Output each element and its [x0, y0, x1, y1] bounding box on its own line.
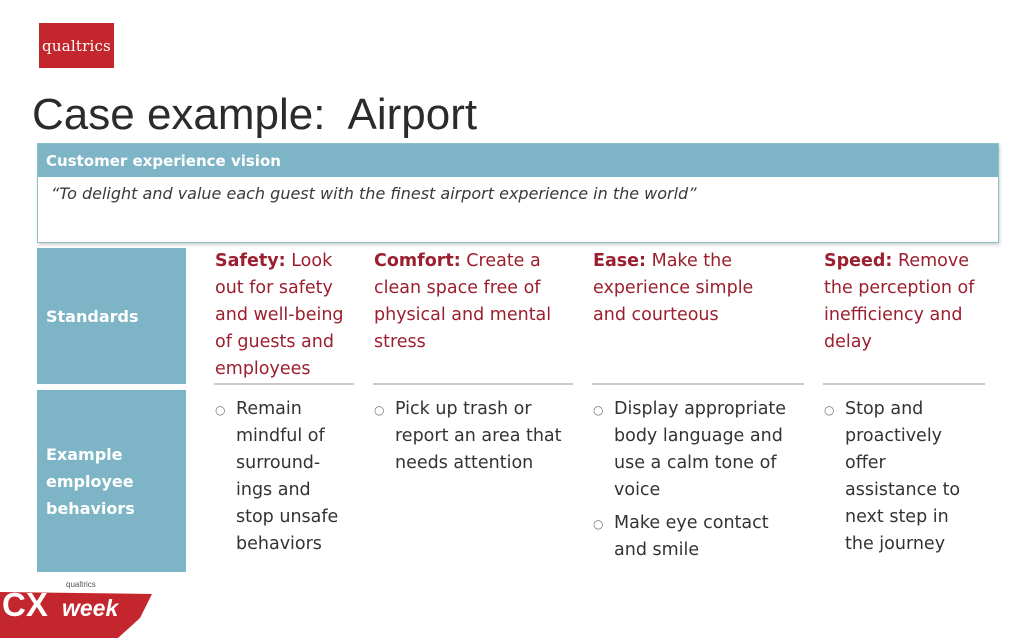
behavior-line: assistance to [845, 480, 961, 500]
behavior-line: body language and [614, 426, 783, 446]
standard-line: experience simple [593, 278, 754, 298]
behavior-line: the journey [845, 534, 946, 554]
behavior-line: and smile [614, 540, 700, 560]
behavior-line: use a calm tone of [614, 453, 777, 473]
column-divider [373, 383, 573, 385]
standard-line: and well-being [215, 305, 344, 325]
vision-header: Customer experience vision [38, 144, 998, 177]
behaviors-comfort [374, 396, 584, 483]
behavior-line: Pick up trash or [395, 399, 532, 419]
cxweek-logo [0, 572, 152, 638]
standard-line: out for safety [215, 278, 333, 298]
behavior-line: Remain [236, 399, 302, 419]
cxweek-logo-graphic [0, 572, 152, 638]
behaviors-ease [593, 396, 818, 570]
circle-bullet-icon: ○ [374, 403, 385, 417]
standards-label: Standards [46, 306, 139, 326]
standard-line: the perception of [824, 278, 975, 298]
standard-line: delay [824, 332, 872, 352]
column-divider [214, 383, 354, 385]
behavior-line: surround- [236, 453, 321, 473]
week-text: week [62, 595, 119, 621]
standard-line: Make the [646, 251, 732, 271]
standard-line: Create a [460, 251, 541, 271]
slide-title: Case example: Airport [32, 90, 478, 139]
qualtrics-logo [39, 23, 114, 68]
behavior-line: Display appropriate [614, 399, 787, 419]
behavior-line: mindful of [236, 426, 325, 446]
behavior-item [593, 396, 818, 504]
circle-bullet-icon: ○ [593, 517, 604, 531]
behavior-item [374, 396, 584, 477]
logo-text: qualtrics [42, 36, 111, 55]
standard-title: Speed: [824, 251, 893, 271]
behaviors-speed [824, 396, 999, 564]
behavior-line: needs attention [395, 453, 534, 473]
standard-line: of guests and [215, 332, 334, 352]
standard-line: physical and mental [374, 305, 552, 325]
cxweek-brand-text: qualtrics [66, 580, 96, 589]
behaviors-safety [215, 396, 365, 564]
behavior-item [824, 396, 999, 558]
behavior-line: next step in [845, 507, 949, 527]
behavior-line: behaviors [236, 534, 322, 554]
standard-comfort [374, 248, 574, 356]
behaviors-label-line: employee [46, 471, 134, 491]
circle-bullet-icon: ○ [593, 403, 604, 417]
behavior-line: ings and [236, 480, 311, 500]
behavior-item [593, 510, 818, 564]
standard-line: Remove [892, 251, 969, 271]
cx-text: CX [2, 586, 48, 623]
standard-line: stress [374, 332, 426, 352]
column-divider [823, 383, 985, 385]
vision-quote: “To delight and value each guest with the finest airport experience in the world” [51, 184, 697, 203]
standard-ease [593, 248, 793, 329]
standard-title: Comfort: [374, 251, 461, 271]
vision-box [37, 143, 999, 243]
behavior-line: Make eye contact [614, 513, 769, 533]
behavior-line: report an area that [395, 426, 562, 446]
behaviors-label-line: behaviors [46, 498, 135, 518]
circle-bullet-icon: ○ [215, 403, 226, 417]
standard-safety [215, 248, 360, 383]
standard-line: inefficiency and [824, 305, 963, 325]
standard-line: and courteous [593, 305, 719, 325]
standard-title: Safety: [215, 251, 286, 271]
standard-line: Look [285, 251, 333, 271]
behaviors-row-label [37, 390, 186, 572]
circle-bullet-icon: ○ [824, 403, 835, 417]
standard-title: Ease: [593, 251, 647, 271]
standard-speed [824, 248, 999, 356]
behavior-item [215, 396, 365, 558]
behavior-line: proactively [845, 426, 943, 446]
standards-row-label [37, 248, 186, 384]
standard-line: employees [215, 359, 311, 379]
behavior-line: voice [614, 480, 661, 500]
behavior-line: Stop and [845, 399, 924, 419]
standard-line: clean space free of [374, 278, 541, 298]
behaviors-label-line: Example [46, 444, 123, 464]
behavior-line: offer [845, 453, 886, 473]
column-divider [592, 383, 804, 385]
behavior-line: stop unsafe [236, 507, 339, 527]
